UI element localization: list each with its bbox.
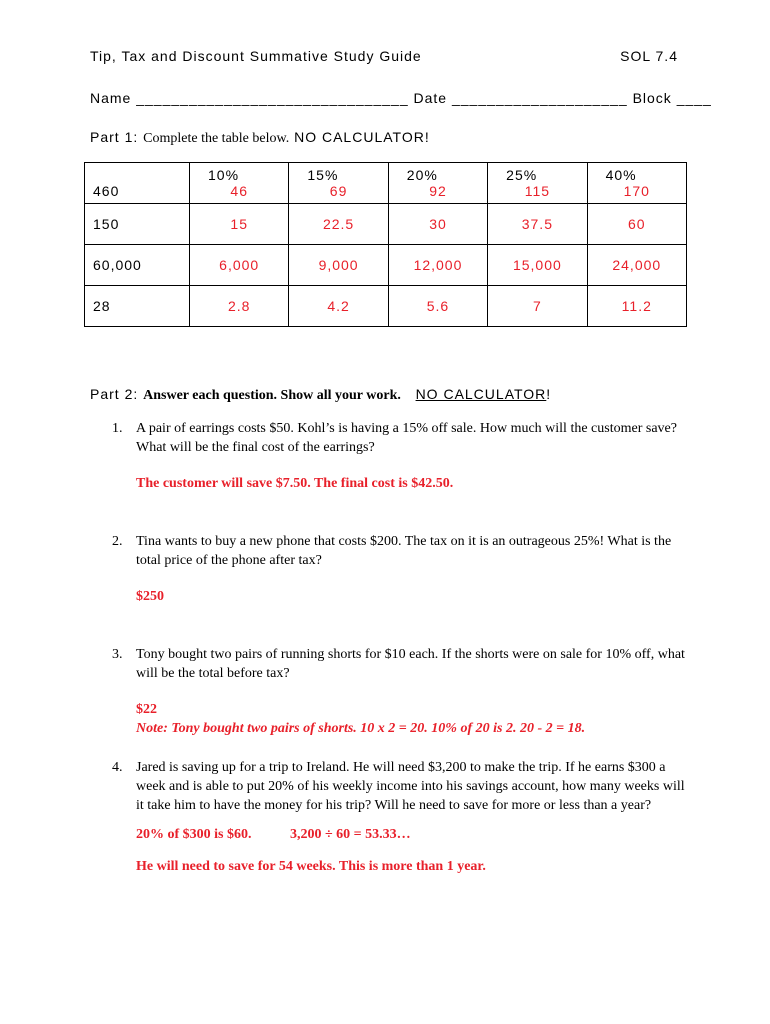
- answer-1: The customer will save $7.50. The final cost is $42.50.: [136, 476, 454, 491]
- table-cell: 69: [289, 183, 388, 204]
- answer-4-work-1: 20% of $300 is $60.: [136, 827, 252, 842]
- table-cell: 22.5: [289, 204, 388, 245]
- table-row: [85, 183, 687, 204]
- table-cell: 4.2: [289, 286, 388, 327]
- table-cell: 11.2: [587, 286, 686, 327]
- table-cell: 92: [388, 183, 487, 204]
- answer-3: $22: [136, 702, 157, 717]
- answer-3-note: Note: Tony bought two pairs of shorts. 10 x 2 = 20. 10% of 20 is 2. 20 - 2 = 18.: [136, 721, 586, 736]
- answer-4-work-2: 3,200 ÷ 60 = 53.33…: [290, 827, 411, 842]
- question-number: 4.: [112, 760, 123, 775]
- table-cell: 24,000: [587, 245, 686, 286]
- table-row: [85, 245, 687, 286]
- question-number: 2.: [112, 534, 123, 549]
- table-cell: 2.8: [190, 286, 289, 327]
- table-cell: 9,000: [289, 245, 388, 286]
- percent-table: [84, 162, 687, 327]
- question-text: A pair of earrings costs $50. Kohl’s is having a 15% off sale. How much will the customer save? What will be the final cost of the earrings?: [136, 421, 677, 455]
- question-text: Jared is saving up for a trip to Ireland. He will need $3,200 to make the trip. If he earns $300 a week and is able to put 20% of his weekly income into his savings account, how many weeks will it take him to have the money for his trip? Will he need to save for more or less than a year?: [136, 760, 685, 813]
- table-cell: 5.6: [388, 286, 487, 327]
- table-row: [85, 286, 687, 327]
- part2-label: Part 2:: [90, 386, 139, 402]
- table-header-row: [85, 163, 687, 184]
- table-cell: 60: [587, 204, 686, 245]
- question-text: Tony bought two pairs of running shorts for $10 each. If the shorts were on sale for 10% off, what will be the total before tax?: [136, 647, 685, 681]
- part2-heading: [90, 386, 551, 404]
- column-header: 20%: [388, 163, 487, 184]
- part1-heading: [90, 129, 430, 147]
- table-cell: 115: [488, 183, 587, 204]
- table-cell: 37.5: [488, 204, 587, 245]
- table-cell: 46: [190, 183, 289, 204]
- table-cell: 12,000: [388, 245, 487, 286]
- sol-code: SOL 7.4: [620, 48, 678, 64]
- answer-2: $250: [136, 589, 164, 604]
- name-date-block-line: Name _______________________________ Date ____________________ Block ____: [90, 90, 712, 106]
- row-label: 28: [85, 286, 190, 327]
- question-number: 3.: [112, 647, 123, 662]
- row-label: 460: [85, 183, 190, 204]
- table-row: [85, 204, 687, 245]
- part2-instruction: Answer each question. Show all your work.: [143, 388, 401, 403]
- question-text: Tina wants to buy a new phone that costs $200. The tax on it is an outrageous 25%! What is the total price of the phone after tax?: [136, 534, 672, 568]
- part2-no-calculator-suffix: !: [546, 386, 552, 402]
- table-cell: 6,000: [190, 245, 289, 286]
- table-cell: 15: [190, 204, 289, 245]
- table-corner-cell: [85, 163, 190, 184]
- answer-4: He will need to save for 54 weeks. This is more than 1 year.: [136, 859, 486, 874]
- document-title: Tip, Tax and Discount Summative Study Guide: [90, 48, 422, 64]
- column-header: 25%: [488, 163, 587, 184]
- part1-no-calculator: NO CALCULATOR!: [294, 129, 430, 145]
- table-cell: 30: [388, 204, 487, 245]
- part2-no-calculator: NO CALCULATOR: [415, 386, 547, 402]
- part1-label: Part 1:: [90, 129, 139, 145]
- table-cell: 15,000: [488, 245, 587, 286]
- part1-instruction: Complete the table below.: [143, 131, 290, 146]
- column-header: 40%: [587, 163, 686, 184]
- column-header: 10%: [190, 163, 289, 184]
- question-number: 1.: [112, 421, 123, 436]
- column-header: 15%: [289, 163, 388, 184]
- table-cell: 170: [587, 183, 686, 204]
- row-label: 150: [85, 204, 190, 245]
- table-cell: 7: [488, 286, 587, 327]
- row-label: 60,000: [85, 245, 190, 286]
